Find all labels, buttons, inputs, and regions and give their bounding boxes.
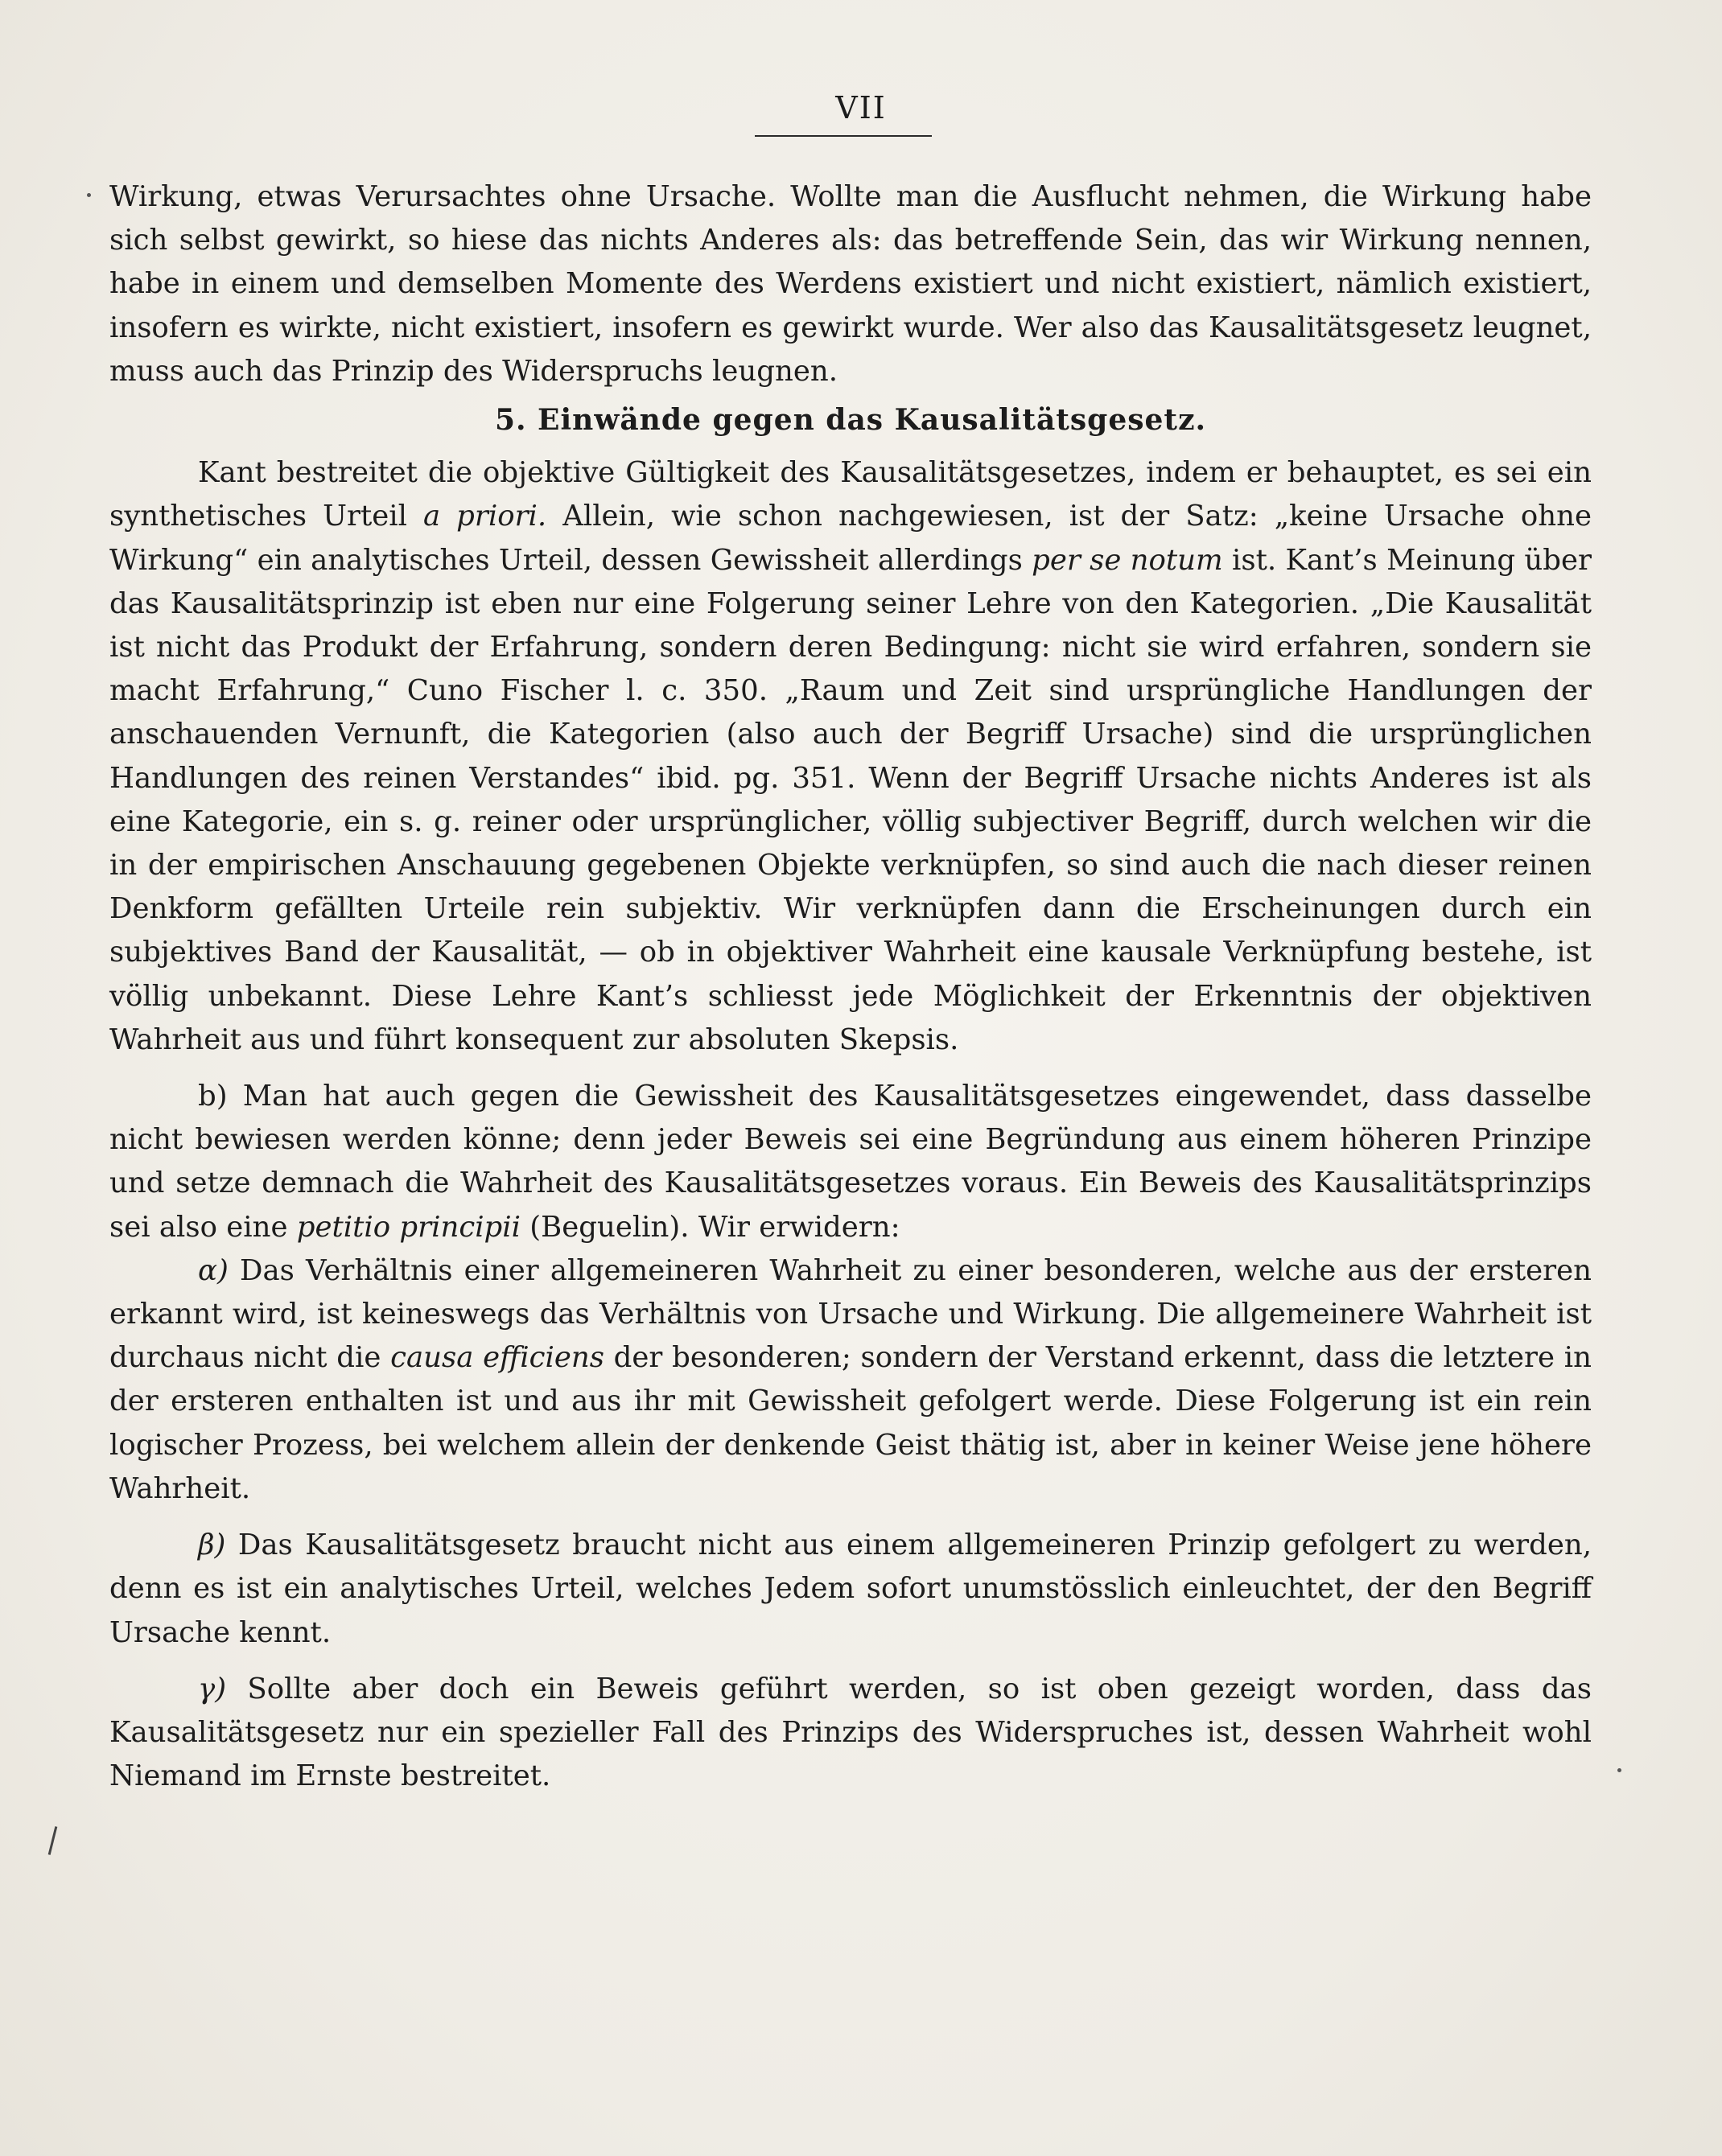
paragraph-kant-latin-2: per se notum [1032, 543, 1223, 577]
paragraph-kant-text-2: Allein, wie schon nachgewiesen, ist der Satz: „keine Ursache ohne Wirkung“ ein analytisches Urteil, dessen Gewissheit allerdings [109, 500, 1592, 577]
paragraph-intro [109, 175, 1592, 393]
paragraph-alpha-text-2: der besonderen; sondern der Verstand erkennt, dass die letztere in der ersteren enthalten ist und aus ihr mit Gewissheit gefolgert werde. Diese Folgerung ist ein rein logischer Prozess, bei welchem allein der denkende Geist thätig ist, aber in keiner Weise jene höhere Wahrheit. [109, 1341, 1592, 1505]
paragraph-kant-text-1: Kant bestreitet die objektive Gültigkeit des Kausalitätsgesetzes, indem er behauptet, es sei ein synthetisches Urteil [109, 456, 1592, 533]
paragraph-intro-text: Wirkung, etwas Verursachtes ohne Ursache. Wollte man die Ausflucht nehmen, die Wirkung habe sich selbst gewirkt, so hiese das nichts Anderes als: das betreffende Sein, das wir Wirkung nennen, habe in einem und demselben Momente des Werdens existiert und nicht existiert, nämlich existiert, insofern es wirkte, nicht existiert, insofern es gewirkt wurde. Wer also das Kausalitätsgesetz leugnet, muss auch das Prinzip des Widerspruchs leugnen. [109, 180, 1592, 388]
paragraph-alpha [109, 1249, 1592, 1511]
page-number: VII [835, 90, 887, 125]
body-text [109, 175, 1592, 1798]
paragraph-objection-b-text-2: (Beguelin). Wir erwidern: [521, 1210, 900, 1244]
paragraph-alpha-text-1: Das Verhältnis einer allgemeineren Wahrheit zu einer besonderen, welche aus der ersteren erkannt wird, ist keineswegs das Verhältnis von Ursache und Wirkung. Die allgemeinere Wahrheit ist durchaus nicht die [109, 1253, 1592, 1375]
header-rule [755, 135, 932, 137]
paragraph-beta-label: β) [198, 1529, 226, 1562]
paragraph-gamma-label: γ) [198, 1672, 227, 1705]
paragraph-objection-b-latin: petitio principii [296, 1210, 521, 1244]
paragraph-beta [109, 1524, 1592, 1655]
margin-speck [1617, 1768, 1621, 1772]
paragraph-objection-b [109, 1075, 1592, 1249]
paragraph-objection-b-text-1: b) Man hat auch gegen die Gewissheit des Kausalitätsgesetzes eingewendet, dass dasselbe nicht bewiesen werden könne; denn jeder Beweis sei eine Begründung aus einem höheren Prinzipe und setze demnach die Wahrheit des Kausalitätsgesetzes voraus. Ein Beweis des Kausalitätsprinzips sei also eine [109, 1080, 1592, 1244]
margin-pencil-mark [48, 1826, 58, 1855]
margin-speck [87, 193, 91, 197]
paragraph-gamma [109, 1668, 1592, 1799]
paragraph-alpha-latin: causa efficiens [390, 1341, 604, 1375]
paragraph-alpha-label: α) [198, 1253, 229, 1287]
paragraph-beta-text: Das Kausalitätsgesetz braucht nicht aus einem allgemeineren Prinzip gefolgert zu werden, denn es ist ein analytisches Urteil, welches Jedem sofort unumstösslich einleuchtet, der den Begriff Ursache kennt. [109, 1529, 1592, 1649]
paragraph-kant [109, 451, 1592, 1062]
section-heading: 5. Einwände gegen das Kausalitätsgesetz. [494, 403, 1207, 438]
paragraph-kant-text-3: ist. Kant’s Meinung über das Kausalitätsprinzip ist eben nur eine Folgerung seiner Lehre von den Kategorien. „Die Kausalität ist nicht das Produkt der Erfahrung, sondern deren Bedingung: nicht sie wird erfahren, sondern sie macht Erfahrung,“ Cuno Fischer l. c. 350. „Raum und Zeit sind ursprüngliche Handlungen der anschauenden Vernunft, die Kategorien (also auch der Begriff Ursache) sind die ursprünglichen Handlungen des reinen Verstandes“ ibid. pg. 351. Wenn der Begriff Ursache nichts Anderes ist als eine Kategorie, ein s. g. reiner oder ursprünglicher, völlig subjectiver Begriff, durch welchen wir die in der empirischen Anschauung gegebenen Objekte verknüpfen, so sind auch die nach dieser reinen Denkform gefällten Urteile rein subjektiv. Wir verknüpfen dann die Erscheinungen durch ein subjektives Band der Kausalität, — ob in objektiver Wahrheit eine kausale Verknüpfung bestehe, ist völlig unbekannt. Diese Lehre Kant’s schliesst jede Möglichkeit der Erkenntnis der objektiven Wahrheit aus und führt konsequent zur absoluten Skepsis. [109, 543, 1592, 1056]
paragraph-kant-latin-1: a priori. [422, 500, 547, 533]
paragraph-gamma-text: Sollte aber doch ein Beweis geführt werden, so ist oben gezeigt worden, dass das Kausalitätsgesetz nur ein spezieller Fall des Prinzips des Widerspruches ist, dessen Wahrheit wohl Niemand im Ernste bestreitet. [109, 1672, 1592, 1793]
